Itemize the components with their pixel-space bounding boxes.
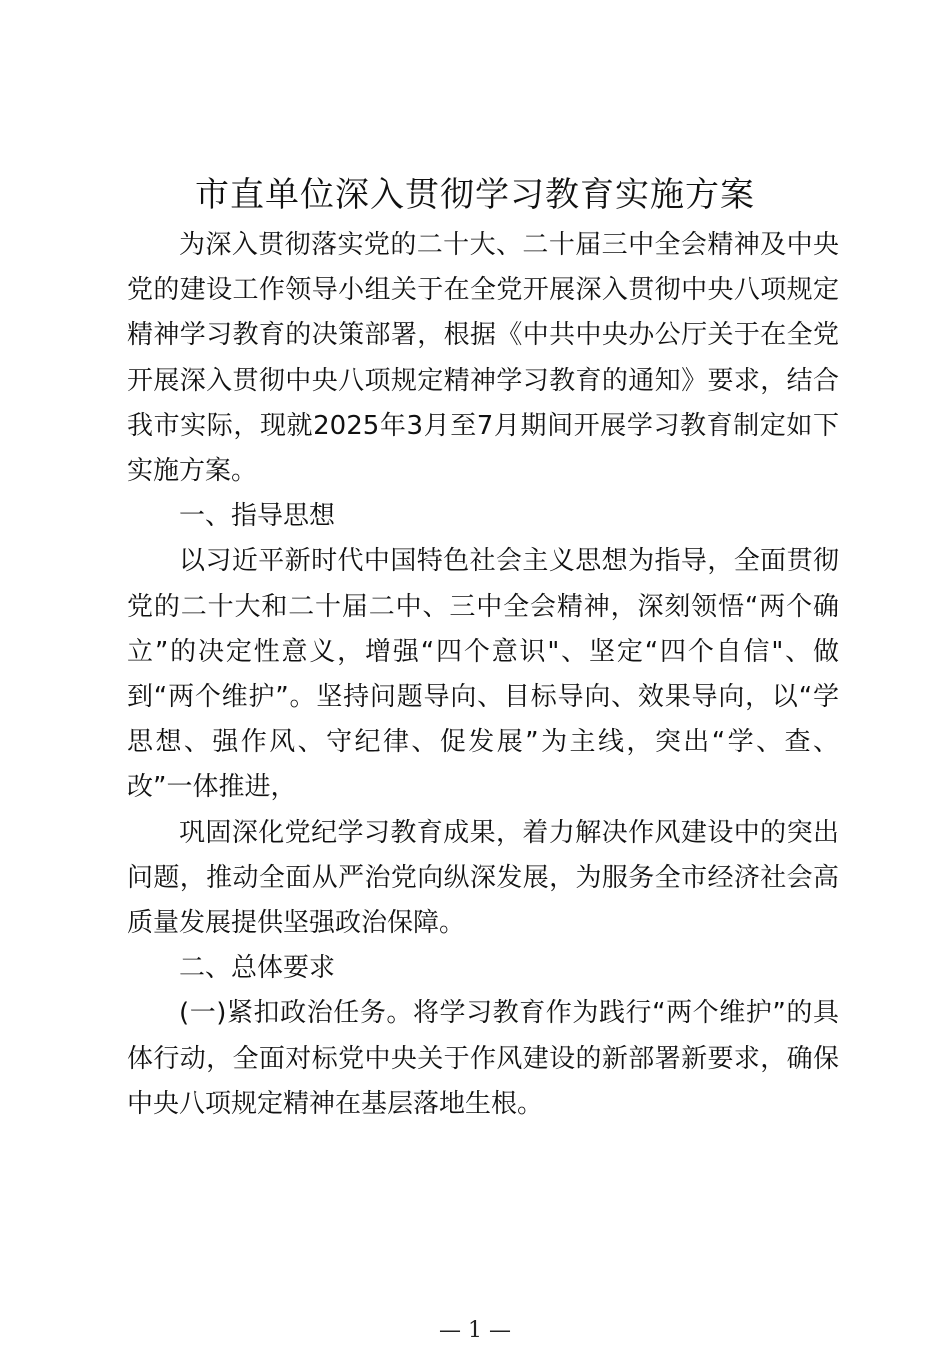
guiding-ideology-paragraph-2: 巩固深化党纪学习教育成果，着力解决作风建设中的突出问题，推动全面从严治党向纵深发展，为服务全市经济社会高质量发展提供坚强政治保障。	[127, 817, 839, 939]
general-requirements-paragraph-1: (一)紧扣政治任务。将学习教育作为践行“两个维护”的具体行动，全面对标党中央关于作风建设的新部署新要求，确保中央八项规定精神在基层落地生根。	[127, 998, 839, 1119]
guiding-ideology-paragraph-1: 以习近平新时代中国特色社会主义思想为指导，全面贯彻党的二十大和二十届二中、三中全会精神，深刻领悟“两个确立”的决定性意义，增强“四个意识"、坚定“四个自信"、做到“两个维护”。坚持问题导向、目标导向、效果导向，以“学思想、强作风、守纪律、促发展”为主线，突出“学、查、改”一体推进，	[127, 546, 839, 803]
page-number: — 1 —	[439, 1318, 511, 1343]
section-heading-guiding-ideology: 一、指导思想	[179, 501, 336, 532]
document-body	[127, 223, 839, 1127]
section-heading-general-requirements: 二、总体要求	[179, 953, 336, 984]
intro-paragraph: 为深入贯彻落实党的二十大、二十届三中全会精神及中央党的建设工作领导小组关于在全党开展深入贯彻中央八项规定精神学习教育的决策部署，根据《中共中央办公厅关于在全党开展深入贯彻中央八项规定精神学习教育的通知》要求，结合我市实际，现就2025年3月至7月期间开展学习教育制定如下实施方案。	[127, 230, 839, 487]
document-title: 市直单位深入贯彻学习教育实施方案	[195, 175, 755, 215]
